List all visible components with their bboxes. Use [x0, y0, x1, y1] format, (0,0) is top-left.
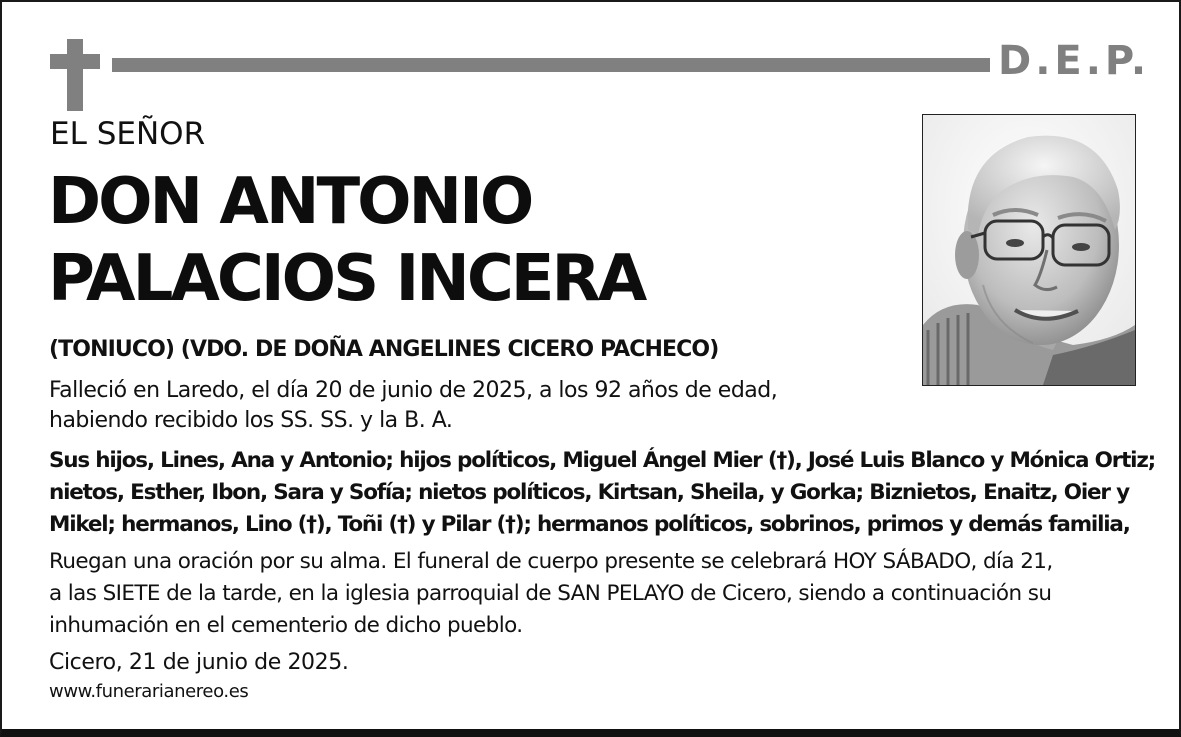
place-date: Cicero, 21 de junio de 2025.: [49, 650, 349, 675]
funeral-line-1: Ruegan una oración por su alma. El funeral de cuerpo presente se celebrará HOY SÁBADO, día 21,: [49, 549, 1053, 574]
website-link[interactable]: www.funerarianereo.es: [49, 681, 249, 702]
family-list: [49, 445, 1156, 541]
deceased-name: [48, 164, 644, 318]
name-line-2: PALACIOS INCERA: [48, 242, 645, 316]
funeral-notice: [49, 546, 1053, 642]
family-line-1: Sus hijos, Lines, Ana y Antonio; hijos políticos, Miguel Ángel Mier (†), José Luis Blanco y Mónica Ortiz;: [49, 448, 1156, 473]
funeral-line-2: a las SIETE de la tarde, en la iglesia parroquial de SAN PELAYO de Cicero, siendo a continuación su: [49, 581, 1052, 606]
dep-label: D.E.P.: [998, 38, 1151, 84]
death-notice: [49, 376, 777, 436]
deceased-subtitle: (TONIUCO) (VDO. DE DOÑA ANGELINES CICERO PACHECO): [49, 337, 719, 362]
family-line-3: Mikel; hermanos, Lino (†), Toñi (†) y Pilar (†); hermanos políticos, sobrinos, primos y demás familia,: [49, 512, 1130, 537]
title-prefix: EL SEÑOR: [50, 116, 206, 152]
family-line-2: nietos, Esther, Ibon, Sara y Sofía; nietos políticos, Kirtsan, Sheila, y Gorka; Biznietos, Enaitz, Oier y: [49, 480, 1129, 505]
portrait-photo: [922, 114, 1136, 386]
cross-icon: [50, 39, 100, 111]
header-rule: [112, 58, 990, 72]
death-notice-line-2: habiendo recibido los SS. SS. y la B. A.: [49, 408, 453, 433]
name-line-1: DON ANTONIO: [48, 165, 532, 239]
funeral-line-3: inhumación en el cementerio de dicho pueblo.: [49, 613, 523, 638]
death-notice-line-1: Falleció en Laredo, el día 20 de junio de 2025, a los 92 años de edad,: [49, 378, 778, 403]
